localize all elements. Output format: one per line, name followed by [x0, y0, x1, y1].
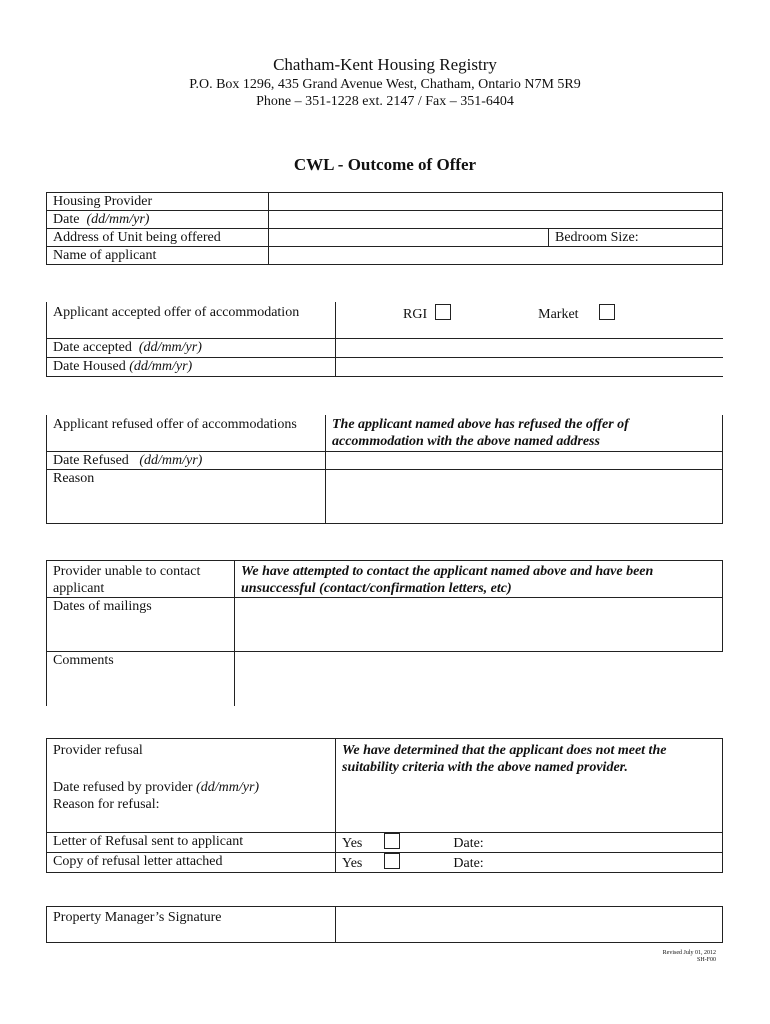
- dates-mailings-field[interactable]: [235, 598, 723, 652]
- provider-refusal-table: [46, 738, 723, 873]
- provider-refusal-label: Provider refusal: [53, 743, 143, 758]
- date-refused-provider-label: Date refused by provider (dd/mm/yr): [53, 780, 260, 795]
- date-accepted-field[interactable]: [336, 338, 723, 357]
- refused-statement: The applicant named above has refused the offer of accommodation with the above named address: [326, 415, 723, 451]
- copy-attached-checkbox[interactable]: [384, 853, 400, 869]
- accepted-offer-label: Applicant accepted offer of accommodation: [47, 302, 336, 338]
- date-housed-label: Date Housed (dd/mm/yr): [47, 357, 336, 376]
- copy-attached-date-label: Date:: [453, 856, 484, 871]
- applicant-name-field[interactable]: [269, 247, 723, 265]
- market-checkbox[interactable]: [599, 304, 615, 320]
- provider-refusal-statement: We have determined that the applicant does not meet the suitability criteria with the above named provider.: [336, 739, 723, 833]
- signature-field[interactable]: [336, 907, 723, 943]
- letter-sent-label: Letter of Refusal sent to applicant: [47, 833, 336, 853]
- unit-address-field[interactable]: [269, 229, 549, 247]
- letter-sent-checkbox[interactable]: [384, 833, 400, 849]
- unable-contact-statement: We have attempted to contact the applicant named above and have been unsuccessful (contact/confirmation letters, etc): [235, 561, 723, 598]
- letter-sent-date-label: Date:: [453, 836, 484, 851]
- reason-label: Reason: [47, 469, 326, 523]
- refused-offer-label: Applicant refused offer of accommodations: [47, 415, 326, 451]
- bedroom-size-field[interactable]: [549, 229, 723, 247]
- rgi-label: RGI: [403, 307, 428, 322]
- date-accepted-label: Date accepted (dd/mm/yr): [47, 338, 336, 357]
- dates-mailings-label: Dates of mailings: [47, 598, 235, 652]
- copy-attached-label: Copy of refusal letter attached: [47, 853, 336, 873]
- bedroom-size-label: Bedroom Size:: [555, 230, 639, 245]
- unit-address-label: Address of Unit being offered: [47, 229, 269, 247]
- letter-sent-yes-label: Yes: [342, 836, 363, 851]
- comments-field[interactable]: [235, 652, 723, 706]
- housing-provider-field[interactable]: [269, 193, 723, 211]
- refused-offer-table: [46, 415, 723, 524]
- accepted-offer-table: [46, 302, 723, 377]
- organization-address: P.O. Box 1296, 435 Grand Avenue West, Chatham, Ontario N7M 5R9: [189, 77, 581, 92]
- unable-contact-label: Provider unable to contact applicant: [47, 561, 235, 598]
- housing-provider-label: Housing Provider: [47, 193, 269, 211]
- form-title: CWL - Outcome of Offer: [293, 155, 477, 174]
- reason-field[interactable]: [326, 469, 723, 523]
- date-refused-field[interactable]: [326, 451, 723, 469]
- date-field[interactable]: [269, 211, 723, 229]
- organization-name: Chatham-Kent Housing Registry: [273, 55, 497, 74]
- revision-note: Revised July 01, 2012 SH-F00: [662, 950, 716, 963]
- reason-refusal-label: Reason for refusal:: [53, 797, 160, 812]
- offer-details-table: [46, 192, 723, 265]
- unable-contact-table: [46, 560, 723, 706]
- rgi-checkbox[interactable]: [435, 304, 451, 320]
- organization-phone: Phone – 351-1228 ext. 2147 / Fax – 351-6404: [256, 94, 514, 109]
- market-label: Market: [538, 307, 579, 322]
- date-housed-field[interactable]: [336, 357, 723, 376]
- applicant-name-label: Name of applicant: [47, 247, 269, 265]
- comments-label: Comments: [47, 652, 235, 706]
- signature-label: Property Manager’s Signature: [47, 907, 336, 943]
- date-label: Date (dd/mm/yr): [47, 211, 269, 229]
- signature-table: [46, 906, 723, 943]
- date-refused-label: Date Refused (dd/mm/yr): [47, 451, 326, 469]
- copy-attached-yes-label: Yes: [342, 856, 363, 871]
- provider-refusal-cell: [47, 739, 336, 833]
